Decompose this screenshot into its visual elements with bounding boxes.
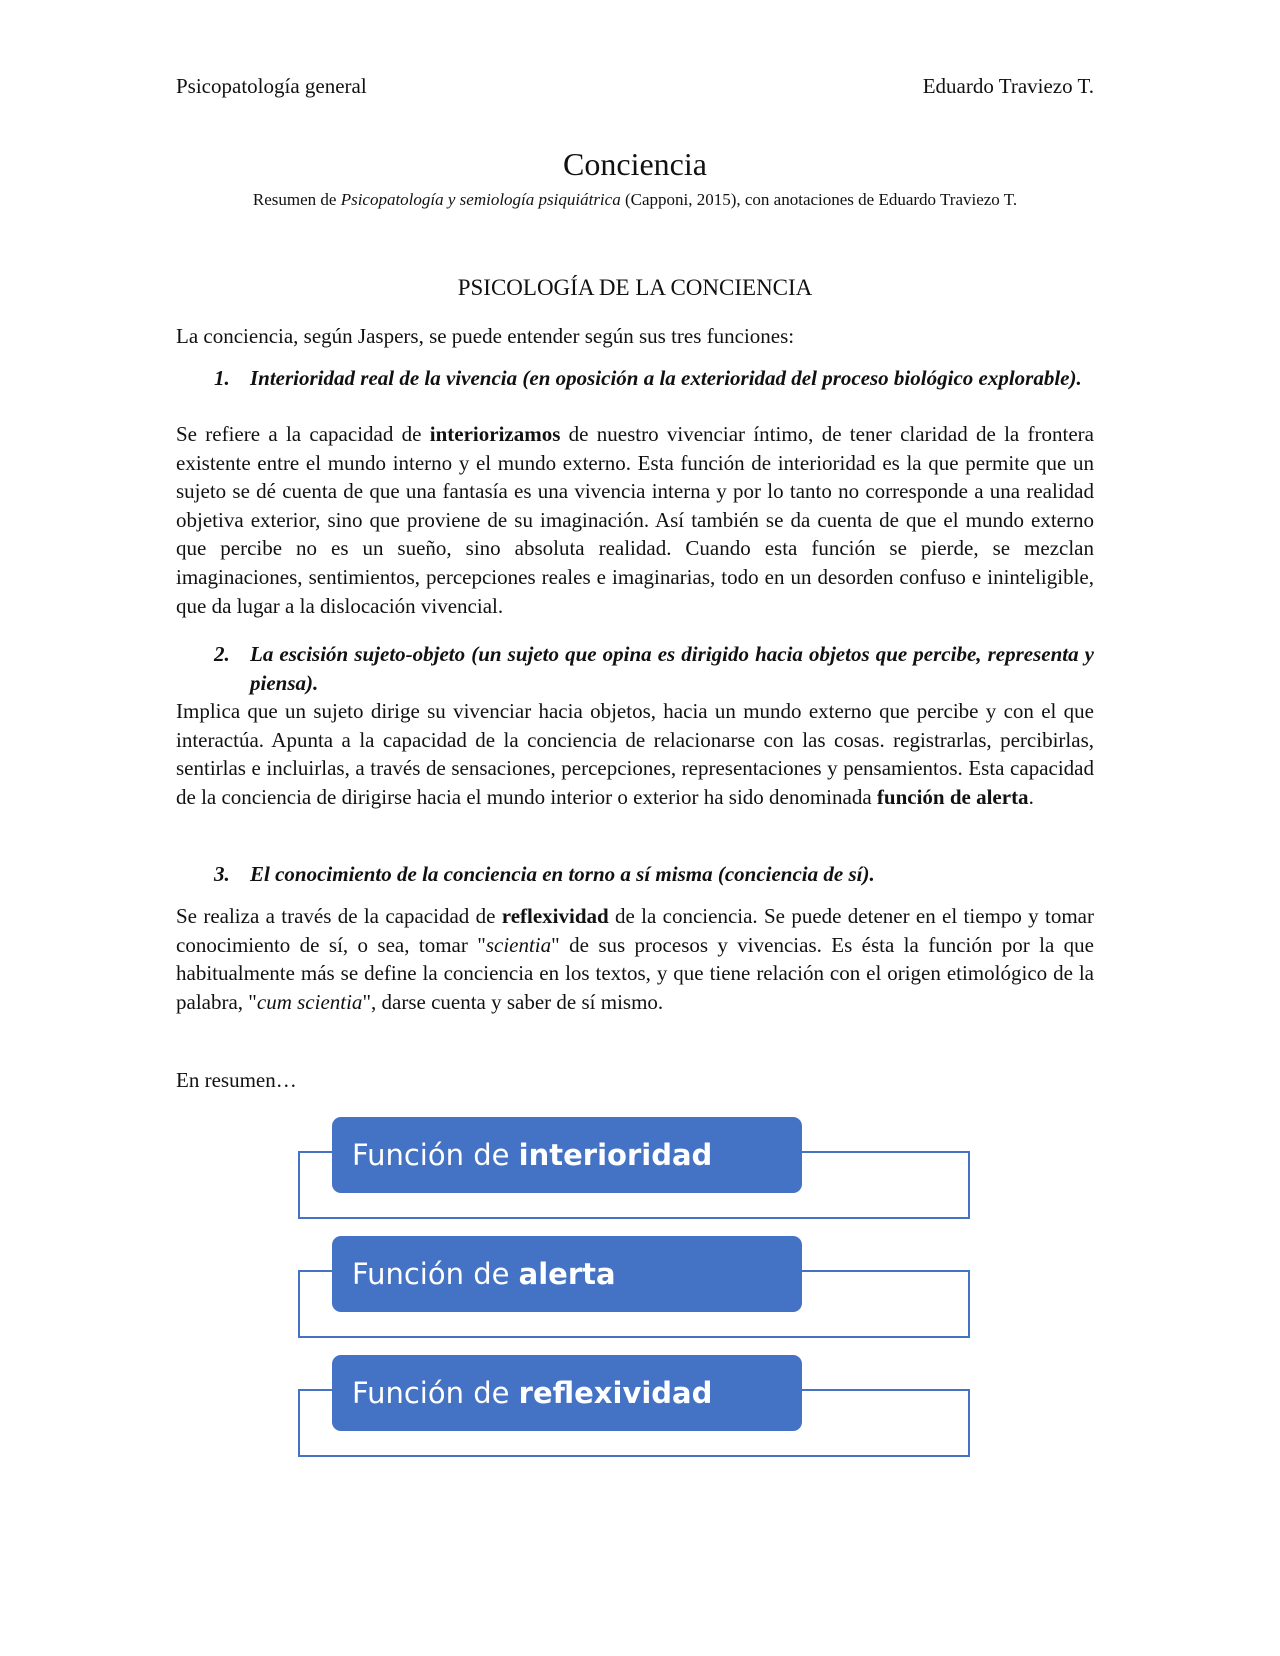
italic-term: scientia — [485, 932, 552, 957]
text-run: de nuestro vivenciar íntimo, de tener claridad de la frontera existente entre el mundo interno y el mundo externo. Esta función de interioridad es la que permite que un sujeto se dé cuenta de que una fantasía es una vivencia interna y por lo tanto no corresponde a una realidad objetiva exterior, sino que proviene de su imaginación. Así también se da cuenta de que el mundo externo que percibe no es un sueño, sino absoluta realidad. Cuando esta función se pierde, se mezclan imaginaciones, sentimientos, percepciones reales e imaginarias, todo en un desorden confuso e ininteligible, que da lugar a la dislocación vivencial. — [176, 422, 1095, 618]
paragraph-reflexividad — [176, 902, 1094, 1016]
italic-term: cum scientia — [256, 989, 363, 1014]
box-prefix: Función de — [352, 1138, 519, 1172]
subtitle-pre: Resumen de — [252, 190, 341, 209]
intro-paragraph: La conciencia, según Jaspers, se puede entender según sus tres funciones: — [176, 324, 795, 348]
document-title: Conciencia — [563, 146, 707, 182]
subtitle-book: Psicopatología y semiología psiquiátrica — [340, 190, 621, 209]
header-author: Eduardo Traviezo T. — [922, 74, 1094, 98]
text-run: de la conciencia. Se puede detener en el tiempo y tomar conocimiento de sí, o sea, tomar " — [176, 904, 1094, 957]
bold-term: reflexividad — [501, 904, 609, 928]
text-run: Se refiere a la capacidad de — [176, 422, 430, 446]
section-title: PSICOLOGÍA DE LA CONCIENCIA — [457, 275, 813, 300]
text-run: Implica que un sujeto dirige su vivenciar hacia objetos, hacia un mundo externo que percibe y con el que interactúa. Apunta a la capacidad de la conciencia de relacionarse con las cosas. registrarlas, percibirlas, sentirlas e incluirlas, a través de sensaciones, percepciones, representaciones y pensamientos. Esta capacidad de la conciencia de dirigirse hacia el mundo interior o exterior ha sido denominada — [176, 699, 1094, 809]
header-course: Psicopatología general — [176, 74, 367, 98]
list-heading-text: La escisión sujeto-objeto (un sujeto que opina es dirigido hacia objetos que percibe, representa y piensa). — [250, 642, 1094, 695]
text-run: ", darse cuenta y saber de sí mismo. — [362, 989, 664, 1014]
resumen-label: En resumen… — [176, 1068, 297, 1092]
text-run: . — [1028, 784, 1034, 809]
box-prefix: Función de — [352, 1376, 519, 1410]
list-item-1-heading — [214, 364, 1094, 393]
box-prefix: Función de — [352, 1257, 519, 1291]
text-run: Se realiza a través de la capacidad de — [176, 904, 502, 928]
subtitle-post: (Capponi, 2015), con anotaciones de Eduardo Traviezo T. — [620, 190, 1018, 209]
box-term: reflexividad — [518, 1376, 713, 1410]
bold-term: interiorizamos — [429, 422, 561, 446]
paragraph-interioridad — [176, 420, 1094, 620]
list-number: 1. — [214, 366, 230, 390]
paragraph-alerta — [176, 697, 1094, 811]
list-item-2-heading — [214, 640, 1094, 697]
list-number: 2. — [214, 642, 230, 666]
diagram-box-reflexividad — [332, 1355, 802, 1431]
list-item-3-heading — [214, 860, 1094, 889]
bold-term: función de alerta — [876, 784, 1029, 809]
list-number: 3. — [214, 862, 230, 886]
box-term: interioridad — [518, 1138, 713, 1172]
document-subtitle — [176, 190, 1094, 210]
list-heading-text: Interioridad real de la vivencia (en oposición a la exterioridad del proceso biológico explorable). — [250, 366, 1082, 390]
text-run: " de sus procesos y vivencias. Es ésta la función por la que habitualmente más se define la conciencia en los textos, y que tiene relación con el origen etimológico de la palabra, " — [176, 932, 1094, 1014]
list-heading-text: El conocimiento de la conciencia en torno a sí misma (conciencia de sí). — [250, 862, 875, 886]
diagram-box-alerta — [332, 1236, 802, 1312]
box-term: alerta — [518, 1257, 616, 1291]
diagram-box-interioridad — [332, 1117, 802, 1193]
